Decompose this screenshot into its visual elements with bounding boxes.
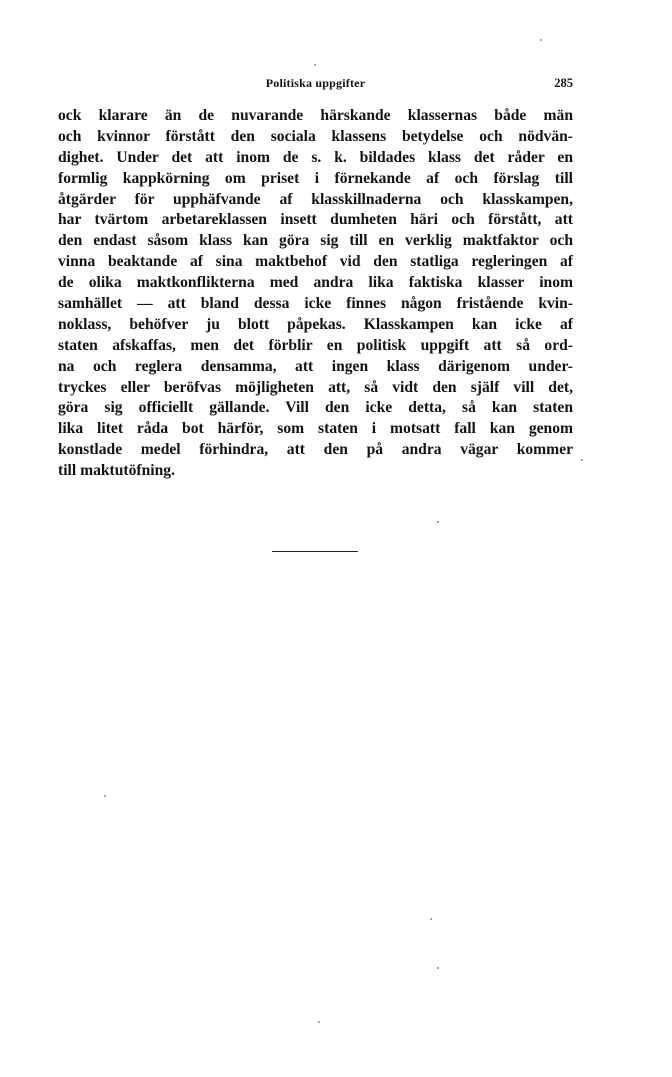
text-line: staten afskaffas, men det förblir en politisk uppgift att så ord- [58, 336, 573, 354]
text-line: konstlade medel förhindra, att den på andra vägar kommer [58, 441, 573, 459]
text-line-last: till maktutöfning. [58, 462, 175, 480]
text-line: noklass, behöfver ju blott påpekas. Klasskampen kan icke af [58, 315, 573, 333]
running-title: Politiska uppgifter [265, 76, 366, 90]
text-line: vinna beaktande af sina maktbehof vid den statliga regleringen af [58, 253, 573, 271]
text-line: formlig kappkörning om priset i förnekande af och förslag till [58, 169, 573, 187]
body-paragraph [58, 106, 573, 482]
text-line: ock klarare än de nuvarande härskande klassernas både män [58, 107, 573, 124]
scan-speck [314, 64, 316, 66]
text-line: lika litet råda bot härför, som staten i motsatt fall kan genom [58, 420, 573, 438]
text-line: dighet. Under det att inom de s. k. bildades klass det råder en [58, 148, 573, 166]
scan-speck [437, 967, 439, 969]
scan-speck [104, 795, 106, 797]
scan-speck [437, 521, 439, 523]
text-line: åtgärder för upphäfvande af klasskillnaderna och klasskampen, [58, 190, 573, 208]
scan-speck [318, 1021, 320, 1023]
page-number: 285 [554, 76, 573, 90]
text-line: göra sig officiellt gällande. Vill den icke detta, så kan staten [58, 399, 573, 417]
scan-speck [540, 39, 542, 41]
text-line: och kvinnor förstått den sociala klassens betydelse och nödvän- [58, 127, 573, 145]
text-line: de olika maktkonflikterna med andra lika faktiska klasser inom [58, 274, 573, 292]
text-line: har tvärtom arbetareklassen insett dumheten häri och förstått, att [58, 211, 573, 229]
section-end-rule [272, 551, 358, 552]
text-line: tryckes eller beröfvas möjligheten att, så vidt den själf vill det, [58, 378, 573, 396]
text-line: na och reglera densamma, att ingen klass därigenom under- [58, 357, 573, 375]
text-line: den endast såsom klass kan göra sig till en verklig maktfaktor och [58, 232, 573, 250]
scan-speck [430, 918, 432, 920]
running-header [58, 76, 573, 94]
text-line: samhället — att bland dessa icke finnes någon fristående kvin- [58, 295, 573, 313]
scan-speck [581, 459, 583, 461]
